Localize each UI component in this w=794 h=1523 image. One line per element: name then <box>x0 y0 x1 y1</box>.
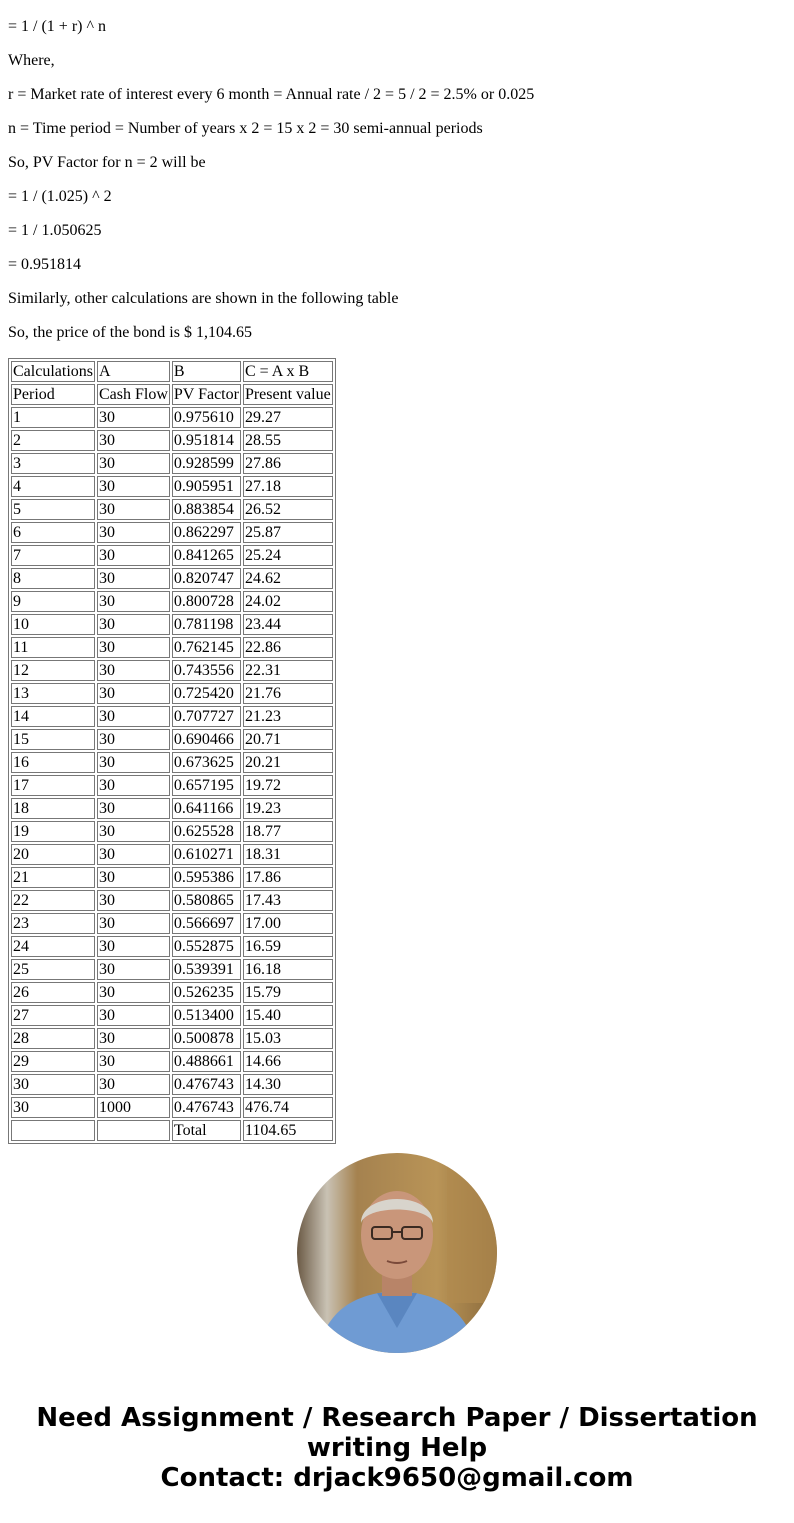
table-row <box>11 821 333 842</box>
table-cell: 476.74 <box>243 1097 333 1118</box>
table-cell: 30 <box>97 1051 170 1072</box>
table-cell: 10 <box>11 614 95 635</box>
table-row <box>11 499 333 520</box>
table-cell: 17 <box>11 775 95 796</box>
table-cell: 30 <box>97 867 170 888</box>
table-row <box>11 706 333 727</box>
table-row <box>11 936 333 957</box>
table-cell: 17.86 <box>243 867 333 888</box>
promo-line: writing Help <box>306 1433 488 1463</box>
table-cell: 18.31 <box>243 844 333 865</box>
table-cell: 15 <box>11 729 95 750</box>
table-header-cell: C = A x B <box>243 361 333 382</box>
table-cell: 15.40 <box>243 1005 333 1026</box>
table-cell: 18 <box>11 798 95 819</box>
table-cell: 30 <box>97 637 170 658</box>
table-row <box>11 614 333 635</box>
table-cell: 1 <box>11 407 95 428</box>
promo-footer <box>0 1403 794 1493</box>
table-row <box>11 1097 333 1118</box>
table-row <box>11 982 333 1003</box>
table-row <box>11 752 333 773</box>
table-cell: 0.743556 <box>172 660 241 681</box>
table-cell: 1104.65 <box>243 1120 333 1141</box>
table-row <box>11 867 333 888</box>
table-row <box>11 1028 333 1049</box>
table-cell: 13 <box>11 683 95 704</box>
table-cell: 7 <box>11 545 95 566</box>
table-cell: 27 <box>11 1005 95 1026</box>
table-cell: 14.30 <box>243 1074 333 1095</box>
table-cell: 27.18 <box>243 476 333 497</box>
table-cell: 0.762145 <box>172 637 241 658</box>
table-cell: 0.657195 <box>172 775 241 796</box>
table-cell: 0.552875 <box>172 936 241 957</box>
table-cell: 24.02 <box>243 591 333 612</box>
table-header-cell: B <box>172 361 241 382</box>
person-photo-icon <box>297 1153 497 1353</box>
table-cell: 14.66 <box>243 1051 333 1072</box>
table-cell: 0.566697 <box>172 913 241 934</box>
table-cell: 0.595386 <box>172 867 241 888</box>
table-cell <box>97 1120 170 1141</box>
table-cell: 30 <box>97 844 170 865</box>
table-cell: 28.55 <box>243 430 333 451</box>
table-cell: 22.86 <box>243 637 333 658</box>
table-cell: 25.24 <box>243 545 333 566</box>
table-cell: 6 <box>11 522 95 543</box>
text-line: So, the price of the bond is $ 1,104.65 <box>8 324 252 341</box>
table-header-cell: PV Factor <box>173 386 239 403</box>
table-cell: 19 <box>11 821 95 842</box>
table-cell: 26 <box>11 982 95 1003</box>
table-cell: 0.641166 <box>172 798 241 819</box>
table-subheader-row <box>11 384 333 405</box>
table-cell: 30 <box>97 614 170 635</box>
table-cell: 18.77 <box>243 821 333 842</box>
table-cell: 30 <box>97 591 170 612</box>
table-row <box>11 1120 333 1141</box>
table-cell: 30 <box>97 775 170 796</box>
table-cell: 16.59 <box>243 936 333 957</box>
table-cell: 0.905951 <box>172 476 241 497</box>
table-cell: 30 <box>11 1097 95 1118</box>
table-cell: 23 <box>11 913 95 934</box>
table-cell: 0.820747 <box>172 568 241 589</box>
table-row <box>11 1074 333 1095</box>
table-cell: 30 <box>97 568 170 589</box>
table-cell: 30 <box>97 660 170 681</box>
table-cell: 30 <box>97 1074 170 1095</box>
table-cell: 0.725420 <box>172 683 241 704</box>
table-cell: 25.87 <box>243 522 333 543</box>
table-cell: 0.841265 <box>172 545 241 566</box>
document-body <box>8 0 786 1144</box>
table-row <box>11 913 333 934</box>
table-cell: 0.539391 <box>172 959 241 980</box>
table-row <box>11 637 333 658</box>
table-cell: 30 <box>97 890 170 911</box>
table-cell: 30 <box>11 1074 95 1095</box>
table-row <box>11 683 333 704</box>
table-cell: 0.513400 <box>172 1005 241 1026</box>
table-cell: 26.52 <box>243 499 333 520</box>
table-header-cell: Calculations <box>11 361 95 382</box>
table-cell: 28 <box>11 1028 95 1049</box>
table-cell: 0.476743 <box>172 1074 241 1095</box>
table-row <box>11 660 333 681</box>
table-row <box>11 522 333 543</box>
table-cell: 0.488661 <box>172 1051 241 1072</box>
table-cell: 30 <box>97 453 170 474</box>
table-header-cell: A <box>97 361 170 382</box>
table-header-cell: Cash Flow <box>99 386 168 403</box>
table-cell: 30 <box>97 683 170 704</box>
table-cell: 16.18 <box>243 959 333 980</box>
table-cell: 30 <box>97 476 170 497</box>
table-cell: 0.610271 <box>172 844 241 865</box>
table-cell: 30 <box>97 407 170 428</box>
table-cell: 30 <box>97 729 170 750</box>
table-cell: 30 <box>97 936 170 957</box>
text-line: Where, <box>8 52 55 69</box>
table-row <box>11 959 333 980</box>
table-cell: 0.526235 <box>172 982 241 1003</box>
author-avatar <box>297 1153 497 1353</box>
table-cell: Total <box>172 1120 241 1141</box>
table-row <box>11 430 333 451</box>
table-cell: 25 <box>11 959 95 980</box>
text-line: = 1 / 1.050625 <box>8 222 102 239</box>
table-header-cell: Period <box>11 384 95 405</box>
table-cell: 0.625528 <box>172 821 241 842</box>
text-line: r = Market rate of interest every 6 month = Annual rate / 2 = 5 / 2 = 2.5% or 0.025 <box>8 86 535 103</box>
table-row <box>11 545 333 566</box>
table-cell: 30 <box>97 1005 170 1026</box>
table-cell: 24.62 <box>243 568 333 589</box>
table-cell: 16 <box>11 752 95 773</box>
table-cell: 30 <box>97 959 170 980</box>
table-cell: 9 <box>11 591 95 612</box>
table-header-cell: Present value <box>244 386 331 403</box>
table-cell: 19.72 <box>243 775 333 796</box>
text-line: n = Time period = Number of years x 2 = 15 x 2 = 30 semi-annual periods <box>8 120 483 137</box>
table-cell: 0.500878 <box>172 1028 241 1049</box>
contact-email[interactable]: Contact: drjack9650@gmail.com <box>160 1463 634 1493</box>
table-cell: 0.800728 <box>172 591 241 612</box>
text-line: Similarly, other calculations are shown in the following table <box>8 290 399 307</box>
table-cell: 22 <box>11 890 95 911</box>
table-cell: 21 <box>11 867 95 888</box>
table-cell: 20.21 <box>243 752 333 773</box>
table-cell: 5 <box>11 499 95 520</box>
table-cell: 29.27 <box>243 407 333 428</box>
text-line: = 1 / (1 + r) ^ n <box>8 18 106 35</box>
table-cell: 30 <box>97 913 170 934</box>
table-cell: 20.71 <box>243 729 333 750</box>
text-line: So, PV Factor for n = 2 will be <box>8 154 206 171</box>
table-cell: 30 <box>97 1028 170 1049</box>
table-row <box>11 476 333 497</box>
table-cell: 20 <box>11 844 95 865</box>
table-cell: 1000 <box>97 1097 170 1118</box>
table-cell: 15.03 <box>243 1028 333 1049</box>
table-cell: 24 <box>11 936 95 957</box>
table-cell: 0.580865 <box>172 890 241 911</box>
table-row <box>11 775 333 796</box>
table-cell: 0.928599 <box>172 453 241 474</box>
table-cell: 14 <box>11 706 95 727</box>
table-cell: 30 <box>97 982 170 1003</box>
table-cell: 8 <box>11 568 95 589</box>
table-cell: 0.883854 <box>172 499 241 520</box>
table-cell: 0.781198 <box>172 614 241 635</box>
table-cell: 21.76 <box>243 683 333 704</box>
table-cell: 30 <box>97 522 170 543</box>
text-line: = 0.951814 <box>8 256 82 273</box>
table-cell: 11 <box>11 637 95 658</box>
table-row <box>11 568 333 589</box>
table-row <box>11 1051 333 1072</box>
table-row <box>11 407 333 428</box>
table-cell: 0.476743 <box>172 1097 241 1118</box>
table-cell: 17.00 <box>243 913 333 934</box>
table-cell: 0.951814 <box>172 430 241 451</box>
table-row <box>11 729 333 750</box>
table-row <box>11 844 333 865</box>
table-cell: 0.707727 <box>172 706 241 727</box>
table-header-row <box>11 361 333 382</box>
table-row <box>11 453 333 474</box>
table-cell: 21.23 <box>243 706 333 727</box>
table-cell: 0.862297 <box>172 522 241 543</box>
table-cell: 27.86 <box>243 453 333 474</box>
table-cell: 22.31 <box>243 660 333 681</box>
table-cell: 23.44 <box>243 614 333 635</box>
table-row <box>11 890 333 911</box>
promo-line: Need Assignment / Research Paper / Dissertation <box>36 1403 758 1433</box>
table-row <box>11 591 333 612</box>
text-line: = 1 / (1.025) ^ 2 <box>8 188 112 205</box>
table-cell: 30 <box>97 706 170 727</box>
table-cell: 30 <box>97 499 170 520</box>
text-line <box>8 0 786 2</box>
table-cell: 2 <box>11 430 95 451</box>
table-cell: 30 <box>97 545 170 566</box>
table-cell: 30 <box>97 430 170 451</box>
table-cell: 12 <box>11 660 95 681</box>
table-cell <box>11 1120 95 1141</box>
table-cell: 0.673625 <box>172 752 241 773</box>
table-cell: 29 <box>11 1051 95 1072</box>
table-row <box>11 1005 333 1026</box>
calculation-text <box>8 0 786 342</box>
table-cell: 30 <box>97 821 170 842</box>
table-cell: 0.690466 <box>172 729 241 750</box>
calculation-table <box>8 358 336 1144</box>
table-cell: 30 <box>97 798 170 819</box>
table-row <box>11 798 333 819</box>
table-cell: 3 <box>11 453 95 474</box>
table-cell: 30 <box>97 752 170 773</box>
table-cell: 0.975610 <box>172 407 241 428</box>
table-cell: 17.43 <box>243 890 333 911</box>
table-cell: 15.79 <box>243 982 333 1003</box>
table-cell: 4 <box>11 476 95 497</box>
table-cell: 19.23 <box>243 798 333 819</box>
